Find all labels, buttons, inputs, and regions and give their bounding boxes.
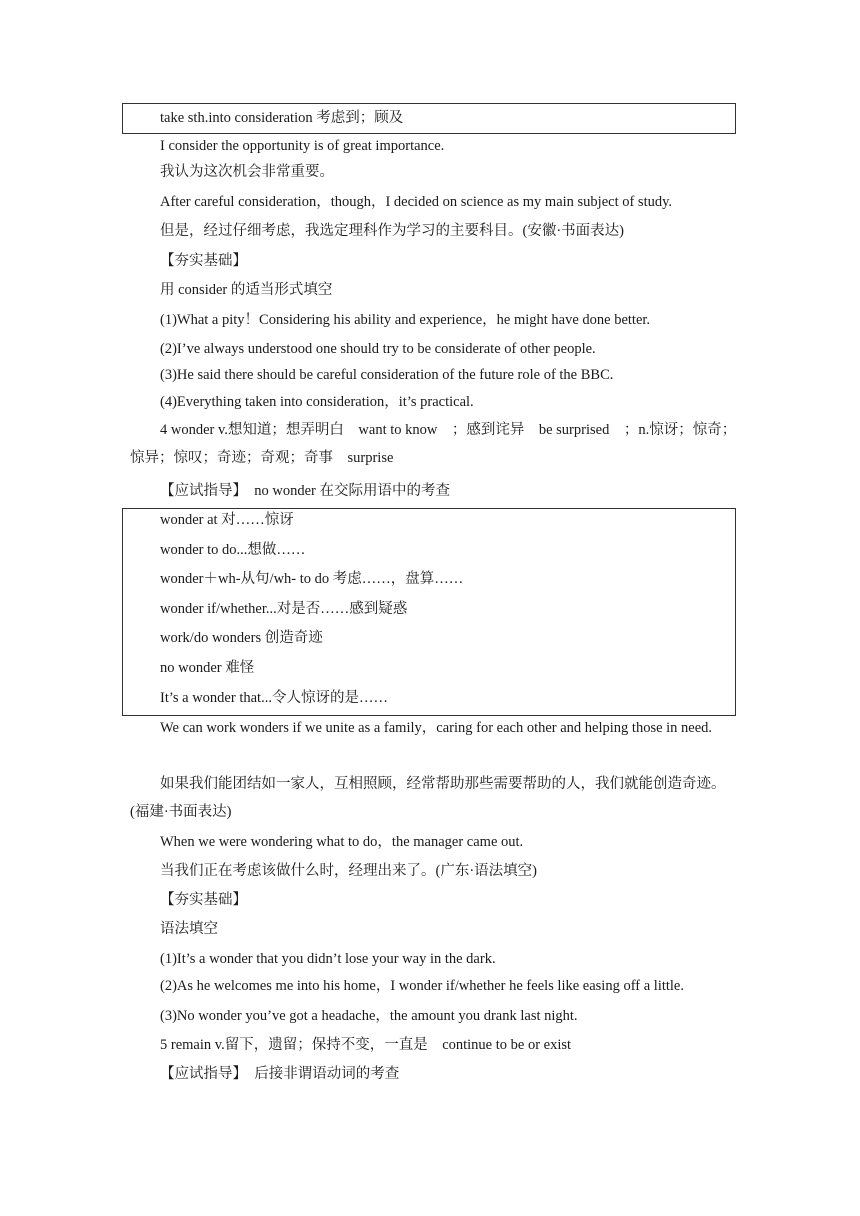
- exercise-instruction: 语法填空: [160, 921, 218, 937]
- exercise-item: (1)What a pity！Considering his ability and experience，he might have done better.: [160, 312, 651, 328]
- phrase-box-consideration: [122, 103, 736, 134]
- phrase-box-wonder: [122, 508, 736, 716]
- exam-guide: 【应试指导】 后接非谓语动词的考查: [160, 1066, 400, 1082]
- example-en: We can work wonders if we unite as a family，caring for each other and helping those in need.: [160, 720, 713, 736]
- phrase-line: wonder at 对……惊讶: [160, 512, 294, 528]
- example-zh: 我认为这次机会非常重要。: [160, 164, 334, 180]
- example-en: When we were wondering what to do，the manager came out.: [160, 834, 524, 850]
- phrase-line: no wonder 难怪: [160, 660, 255, 676]
- phrase-line: wonder＋wh-从句/wh- to do 考虑……，盘算……: [160, 571, 464, 587]
- example-en: After careful consideration，though，I decided on science as my main subject of study.: [160, 194, 673, 210]
- example-zh: 但是，经过仔细考虑，我选定理科作为学习的主要科目。(安徽·书面表达): [160, 223, 624, 239]
- exercise-item: (2)I’ve always understood one should try to be considerate of other people.: [160, 341, 596, 357]
- section-heading: 【夯实基础】: [160, 253, 247, 269]
- exercise-instruction: 用 consider 的适当形式填空: [160, 282, 333, 298]
- phrase-line: take sth.into consideration 考虑到；顾及: [160, 110, 404, 126]
- example-zh: 当我们正在考虑该做什么时，经理出来了。(广东·语法填空): [160, 863, 537, 879]
- exam-guide: 【应试指导】 no wonder 在交际用语中的考查: [160, 483, 450, 499]
- phrase-line: work/do wonders 创造奇迹: [160, 630, 323, 646]
- vocab-entry-remain: 5 remain v.留下，遗留；保持不变，一直是 continue to be or exist: [160, 1037, 572, 1053]
- exercise-item: (3)No wonder you’ve got a headache，the amount you drank last night.: [160, 1008, 578, 1024]
- exercise-item: (4)Everything taken into consideration，it’s practical.: [160, 394, 474, 410]
- exercise-item: (1)It’s a wonder that you didn’t lose your way in the dark.: [160, 951, 496, 967]
- phrase-line: It’s a wonder that...令人惊讶的是……: [160, 690, 388, 706]
- vocab-entry-wonder: 4 wonder v.想知道；想弄明白 want to know ；感到诧异 be surprised ；n.惊讶；惊奇；惊异；惊叹；奇迹；奇观；奇事 surprise: [130, 422, 737, 466]
- exercise-item: (2)As he welcomes me into his home，I wonder if/whether he feels like easing off a little.: [160, 978, 684, 994]
- phrase-line: wonder if/whether...对是否……感到疑惑: [160, 601, 408, 617]
- exercise-item: (3)He said there should be careful consideration of the future role of the BBC.: [160, 367, 614, 383]
- example-en: I consider the opportunity is of great importance.: [160, 138, 445, 154]
- section-heading: 【夯实基础】: [160, 892, 247, 908]
- phrase-line: wonder to do...想做……: [160, 542, 306, 558]
- example-zh: 如果我们能团结如一家人，互相照顾，经常帮助那些需要帮助的人，我们就能创造奇迹。(福建·书面表达): [130, 776, 726, 820]
